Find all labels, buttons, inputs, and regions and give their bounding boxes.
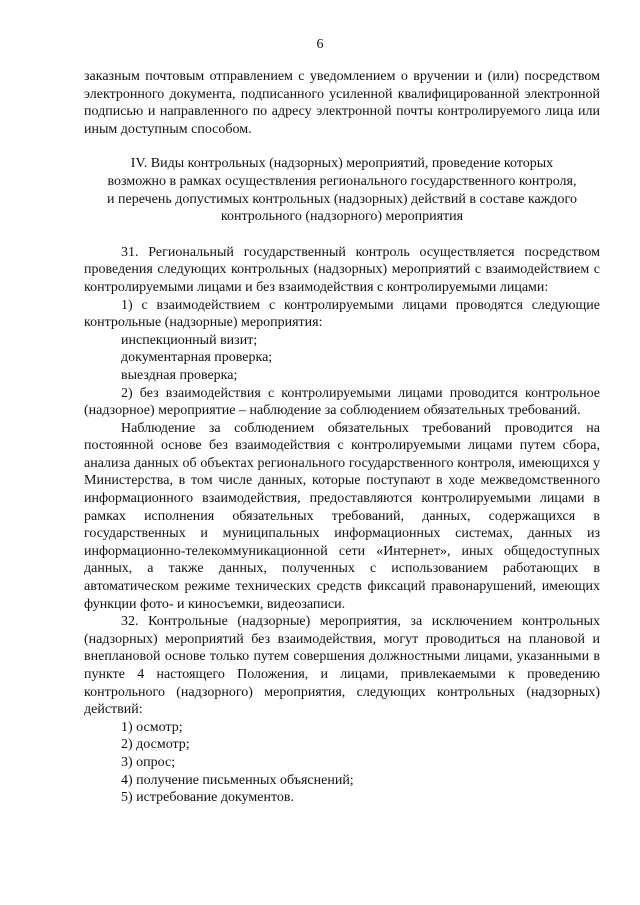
clause-32-action: 1) осмотр; <box>121 719 183 735</box>
clause-31-item-1: 1) с взаимодействием с контролируемыми лицами проводятся следующие контрольные (надзорные) мероприятия: <box>84 297 600 331</box>
clause-32-action: 4) получение письменных объяснений; <box>121 772 354 788</box>
clause-32-action: 3) опрос; <box>121 754 176 770</box>
clause-31-item-1-sub: документарная проверка; <box>121 350 273 366</box>
spacer <box>84 138 600 155</box>
document-body <box>84 68 600 807</box>
section-heading: IV. Виды контрольных (надзорных) мероприятий, проведение которых возможно в рамках осуществления регионального государственного контроля, и перечень допустимых контрольных (надзорных) действий в составе каждого контрольного (надзорного) мероприятия <box>107 156 577 225</box>
clause-31-paragraph: 31. Региональный государственный контроль осуществляется посредством проведения следующих контрольных (надзорных) мероприятий с взаимодействием с контролируемыми лицами и без взаимодействия с контролируемыми лицами: <box>84 244 600 295</box>
spacer <box>84 226 600 244</box>
clause-32-action: 5) истребование документов. <box>121 790 294 806</box>
clause-31-item-1-sub: инспекционный визит; <box>121 332 258 348</box>
clause-32-paragraph: 32. Контрольные (надзорные) мероприятия, за исключением контрольных (надзорных) мероприятий без взаимодействия, могут проводиться на плановой и внеплановой основе только путем совершения должностными лицами, указанными в пункте 4 настоящего Положения, и лицами, привлекаемыми к проведению контрольного (надзорного) мероприятия, следующих контрольных (надзорных) действий: <box>84 614 600 718</box>
page-number: 6 <box>316 37 324 52</box>
clause-31-item-1-sub: выездная проверка; <box>121 367 238 383</box>
clause-32-action: 2) досмотр; <box>121 737 190 753</box>
clause-31-item-2: 2) без взаимодействия с контролируемыми лицами проводится контрольное (надзорное) мероприятие – наблюдение за соблюдением обязательных требований. <box>84 385 600 419</box>
observation-paragraph: Наблюдение за соблюдением обязательных требований проводится на постоянной основе без взаимодействия с контролируемыми лицами путем сбора, анализа данных об объектах регионального государственного контроля, имеющихся у Министерства, в том числе данных, которые поступают в ходе межведомственного информационного взаимодействия, предоставляются контролируемыми лицами в рамках исполнения обязательных требований, данных, содержащихся в государственных и муниципальных информационных системах, данных из информационно-телекоммуникационной сети «Интернет», иных общедоступных данных, а также данных, полученных с использованием работающих в автоматическом режиме технических средств фиксаций правонарушений, имеющих функции фото- и киносъемки, видеозаписи. <box>84 420 600 612</box>
intro-paragraph: заказным почтовым отправлением с уведомлением о вручении и (или) посредством электронного документа, подписанного усиленной квалифицированной электронной подписью и направленного по адресу электронной почты контролируемого лица или иным доступным способом. <box>84 69 600 137</box>
